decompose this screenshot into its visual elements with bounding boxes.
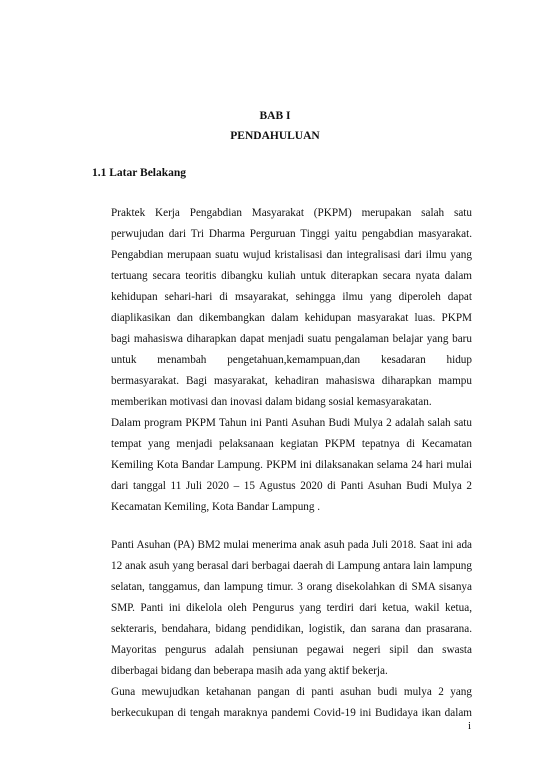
paragraph-line: dari tanggal 11 Juli 2020 – 15 Agustus 2020 di Panti Asuhan Budi Mulya 2 [111, 480, 472, 492]
paragraph-line: Mayoritas pengurus adalah pensiunan pegawai negeri sipil dan swasta [111, 644, 472, 656]
paragraph-line: kehidupan sehari-hari di msayarakat, sehingga ilmu yang diperoleh dapat [111, 291, 472, 303]
paragraph-line: Praktek Kerja Pengabdian Masyarakat (PKPM) merupakan salah satu [111, 207, 472, 219]
paragraph-line: berkecukupan di tengah maraknya pandemi Covid-19 ini Budidaya ikan dalam [111, 707, 472, 719]
paragraph-line: tempat yang menjadi pelaksanaan kegiatan PKPM tepatnya di Kecamatan [111, 438, 472, 450]
paragraph-line: memberikan motivasi dan inovasi dalam bidang sosial kemasyarakatan. [111, 396, 432, 408]
paragraph-line: tertuang secara teoritis dibangku kuliah untuk diterapkan secara nyata dalam [111, 270, 472, 282]
paragraph-line: sekteraris, bendahara, bidang pendidikan, logistik, dan sarana dan prasarana. [111, 623, 472, 635]
section-heading: 1.1 Latar Belakang [92, 167, 187, 179]
paragraph-line: Pengabdian merupaan suatu wujud kristalisasi dan integralisasi dari ilmu yang [111, 249, 472, 261]
paragraph-line: Guna mewujudkan ketahanan pangan di panti asuhan budi mulya 2 yang [111, 686, 472, 698]
paragraph-line: Panti Asuhan (PA) BM2 mulai menerima anak asuh pada Juli 2018. Saat ini ada [111, 539, 472, 551]
paragraph-line: perwujudan dari Tri Dharma Perguruan Tinggi yaitu pengabdian masyarakat. [111, 228, 472, 240]
paragraph-line: diaplikasikan dan dikembangkan dalam kehidupan masyarakat luas. PKPM [111, 312, 472, 324]
paragraph-line: SMP. Panti ini dikelola oleh Pengurus yang terdiri dari ketua, wakil ketua, [111, 602, 472, 614]
page-number: i [468, 720, 472, 732]
paragraph-line: bagi mahasiswa diharapkan dapat menjadi suatu pengalaman belajar yang baru [111, 333, 472, 345]
chapter-number: BAB I [259, 110, 291, 122]
paragraph-line: untuk menambah pengetahuan,kemampuan,dan kesadaran hidup [111, 354, 472, 366]
paragraph-line: diberbagai bidang dan beberapa masih ada yang aktif bekerja. [111, 665, 388, 677]
paragraph-line: bermasyarakat. Bagi masyarakat, kehadiran mahasiswa diharapkan mampu [111, 375, 472, 387]
paragraph-line: Dalam program PKPM Tahun ini Panti Asuhan Budi Mulya 2 adalah salah satu [111, 417, 472, 429]
paragraph-line: 12 anak asuh yang berasal dari berbagai daerah di Lampung antara lain lampung [111, 560, 472, 572]
paragraph-line: selatan, tanggamus, dan lampung timur. 3 orang disekolahkan di SMA sisanya [111, 581, 472, 593]
paragraph-line: Kecamatan Kemiling, Kota Bandar Lampung . [111, 501, 321, 513]
paragraph-line: Kemiling Kota Bandar Lampung. PKPM ini dilaksanakan selama 24 hari mulai [111, 459, 472, 471]
chapter-title: PENDAHULUAN [230, 130, 320, 142]
